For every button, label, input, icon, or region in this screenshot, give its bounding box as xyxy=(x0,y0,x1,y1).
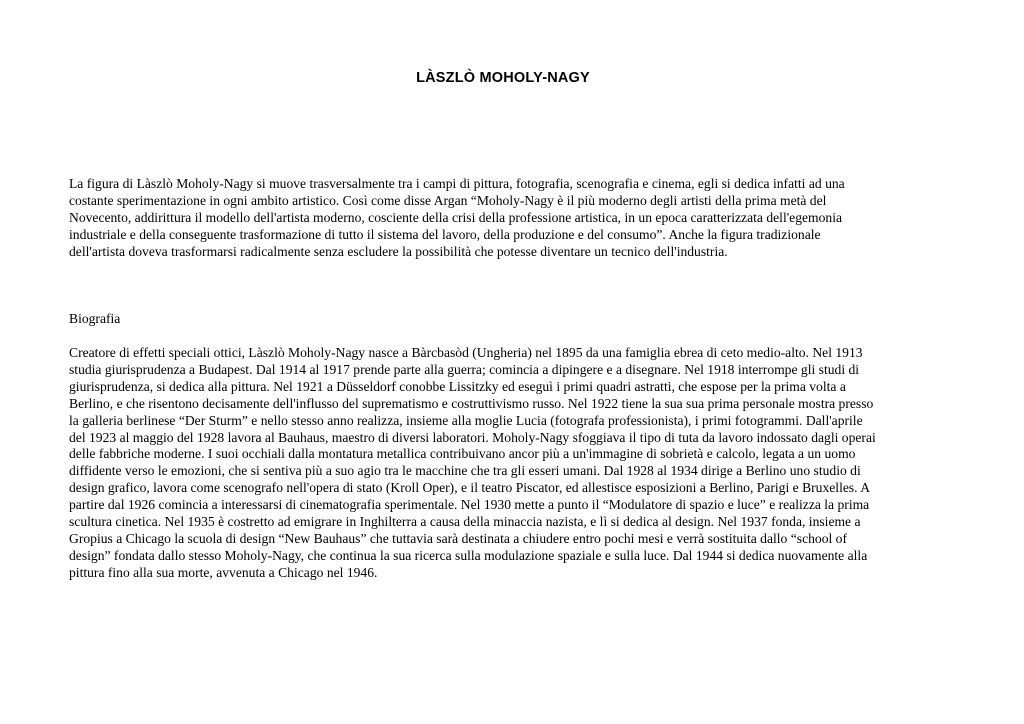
biography-paragraph xyxy=(69,345,949,582)
document-title: LÀSZLÒ MOHOLY-NAGY xyxy=(416,70,590,86)
bio-line: pittura fino alla sua morte, avvenuta a Chicago nel 1946. xyxy=(69,564,378,580)
bio-line: la galleria berlinese “Der Sturm” e nello stesso anno realizza, insieme alla moglie Lucia (fotografa professionista), i primi fotogrammi. Dall'aprile xyxy=(69,412,863,428)
intro-line: La figura di Làszlò Moholy-Nagy si muove trasversalmente tra i campi di pittura, fotografia, scenografia e cinema, egli si dedica infatti ad una xyxy=(69,176,845,191)
bio-line: del 1923 al maggio del 1928 lavora al Bauhaus, maestro di diversi laboratori. Moholy-Nagy sfoggiava il tipo di tuta da lavoro indossato dagli operai xyxy=(69,429,876,445)
intro-line: industriale e della conseguente trasformazione di tutto il sistema del lavoro, della produzione e del consumo”. Anche la figura tradizionale xyxy=(69,226,821,242)
intro-line: costante sperimentazione in ogni ambito artistico. Così come disse Argan “Moholy-Nagy è il più moderno degli artisti della prima metà del xyxy=(69,192,827,208)
bio-line: design grafico, lavora come scenografo nell'opera di stato (Kroll Oper), e il teatro Piscator, ed allestisce esposizioni a Berlino, Parigi e Bruxelles. A xyxy=(69,480,871,496)
bio-line: giurisprudenza, si dedica alla pittura. Nel 1921 a Düsseldorf conobbe Lissitzky ed eseguì i primi quadri astratti, che espose per la prima volta a xyxy=(69,378,846,394)
bio-line: design” fondata dallo stesso Moholy-Nagy, che continua la sua ricerca sulla modulazione spaziale e sulla luce. Dal 1944 si dedica nuovamente alla xyxy=(69,547,868,563)
bio-line: Gropius a Chicago la scuola di design “New Bauhaus” che tuttavia sarà destinata a chiudere entro pochi mesi e verrà sostituita dallo “school of xyxy=(69,530,847,546)
bio-line: delle fabbriche moderne. I suoi occhiali dalla montatura metallica contribuivano ancor più a un'immagine di sobrietà e calcolo, legata a un uomo xyxy=(69,446,856,462)
intro-line: dell'artista doveva trasformarsi radicalmente senza escludere la possibilità che potesse diventare un tecnico dell'industria. xyxy=(69,243,728,259)
bio-line: partire dal 1926 comincia a interessarsi di cinematografia sperimentale. Nel 1930 mette a punto il “Modulatore di spazio e luce” e realizza la prima xyxy=(69,497,870,513)
intro-paragraph xyxy=(69,176,949,261)
bio-line: Berlino, e che risentono decisamente dell'influsso del suprematismo e costruttivismo russo. Nel 1922 tiene la sua sua prima personale mostra presso xyxy=(69,395,874,411)
bio-line: Creatore di effetti speciali ottici, Làszlò Moholy-Nagy nasce a Bàrcbasòd (Ungheria) nel 1895 da una famiglia ebrea di ceto medio-alto. Nel 1913 xyxy=(69,345,863,360)
bio-line: diffidente verso le emozioni, che si sentiva più a suo agio tra le macchine che tra gli esseri umani. Dal 1928 al 1934 dirige a Berlino uno studio di xyxy=(69,463,861,479)
bio-line: studia giurisprudenza a Budapest. Dal 1914 al 1917 prende parte alla guerra; comincia a dipingere e a disegnare. Nel 1918 interrompe gli studi di xyxy=(69,361,860,377)
biography-heading: Biografia xyxy=(69,311,121,326)
bio-line: scultura cinetica. Nel 1935 è costretto ad emigrare in Inghilterra a causa della minaccia nazista, e lì si dedica al design. Nel 1937 fonda, insieme a xyxy=(69,514,861,530)
intro-line: Novecento, addirittura il modello dell'artista moderno, cosciente della crisi della professione artistica, in un epoca caratterizzata dell'egemonia xyxy=(69,209,843,225)
